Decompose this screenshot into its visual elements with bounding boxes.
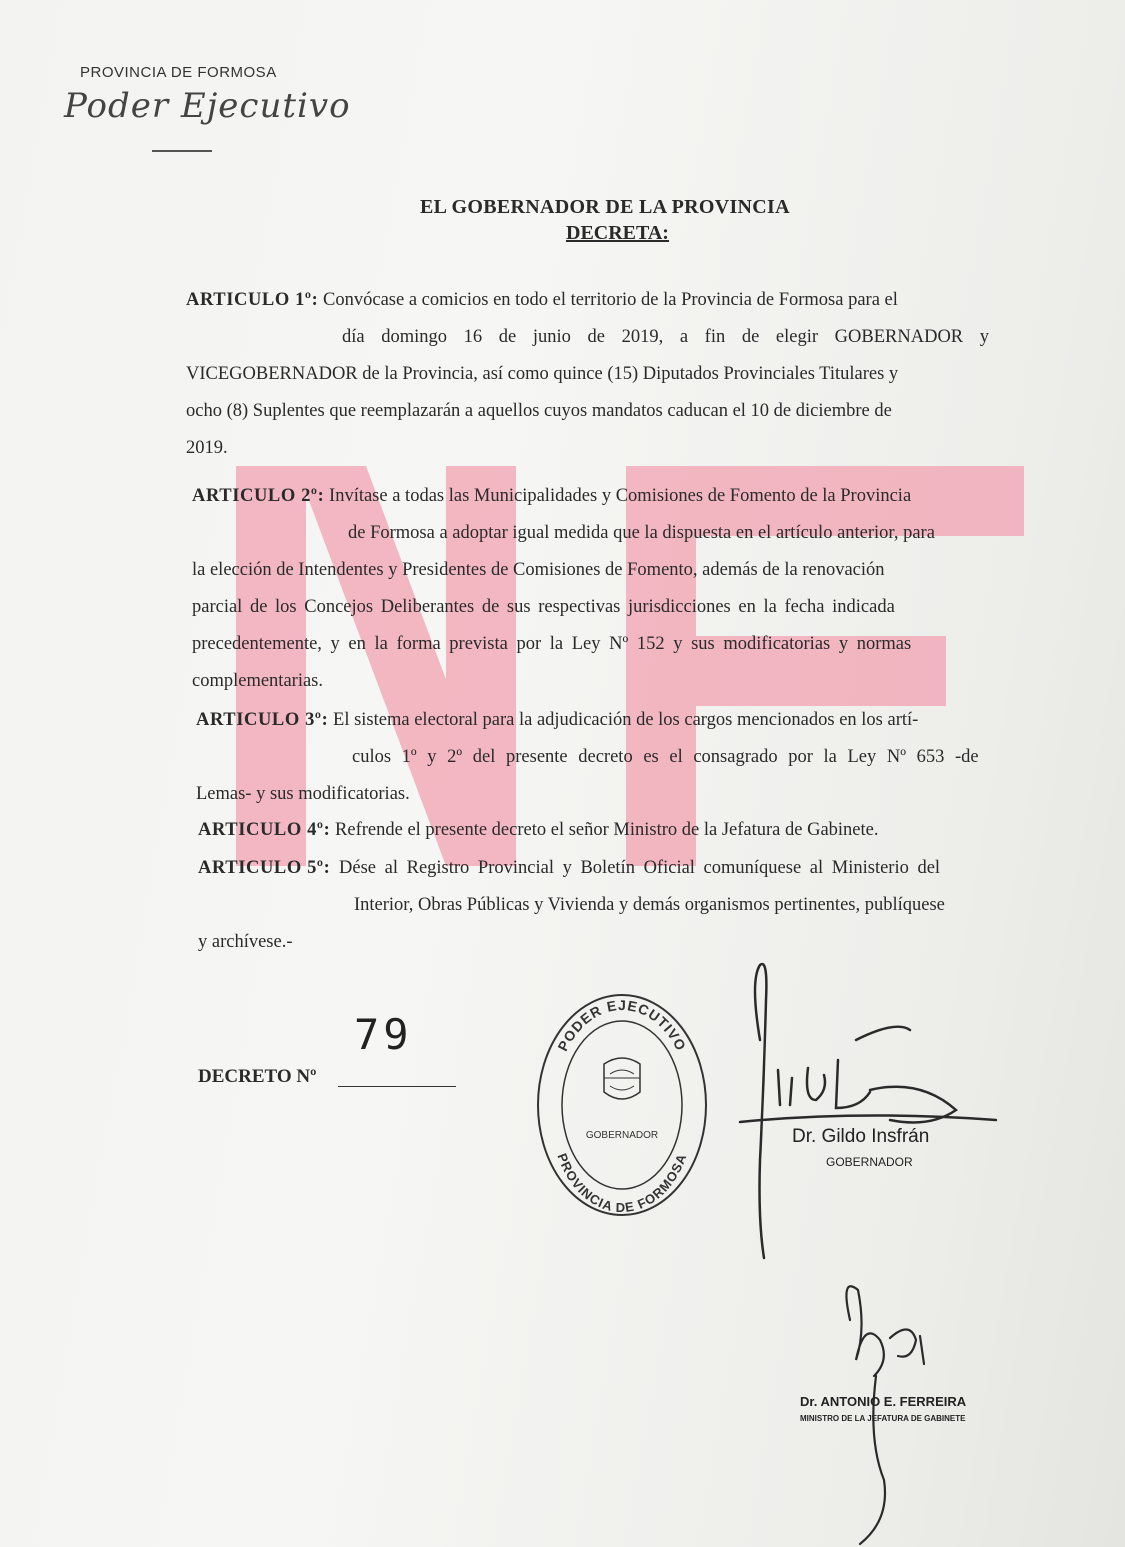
decreto-number: 79 [354,1010,413,1059]
article-text-line: Convócase a comicios en todo el territorio de la Provincia de Formosa para el [318,290,898,310]
article-text-line: precedentemente, y en la forma prevista por la Ley Nº 152 y sus modificatorias y normas [192,634,912,654]
article-label: ARTICULO 3º: [196,710,329,730]
article-2 [192,478,1052,700]
article-text-line: culos 1º y 2º del presente decreto es el consagrado por la Ley Nº 653 -de [352,747,979,767]
article-text-line: Dése al Registro Provincial y Boletín Oficial comuníquese al Ministerio del [330,858,941,878]
article-3 [196,702,1056,813]
article-text-line: la elección de Intendentes y Presidentes de Comisiones de Fomento, además de la renovación [192,560,885,580]
article-text-line: y archívese.- [198,932,293,952]
governor-signature-icon [720,960,1000,1260]
minister-title: MINISTRO DE LA JEFATURA DE GABINETE [800,1414,966,1423]
governor-name: Dr. Gildo Insfrán [792,1126,930,1147]
seal-center-text: GOBERNADOR [585,1130,659,1141]
coat-of-arms-icon [604,1058,640,1099]
article-label: ARTICULO 4º: [198,820,331,840]
page-title: EL GOBERNADOR DE LA PROVINCIA [420,196,790,218]
minister-name: Dr. ANTONIO E. FERREIRA [800,1394,967,1409]
article-text-line: parcial de los Concejos Deliberantes de sus respectivas jurisdicciones en la fecha indicada [192,597,895,617]
article-5 [198,850,1058,961]
article-label: ARTICULO 5º: [198,858,331,878]
svg-text:PROVINCIA DE FORMOSA [554,1151,689,1215]
decreto-label: DECRETO Nº [198,1066,317,1087]
decreta-heading: DECRETA: [566,222,669,244]
article-text-line: día domingo 16 de junio de 2019, a fin de elegir GOBERNADOR y [342,327,990,347]
article-label: ARTICULO 2º: [192,486,325,506]
letterhead-branch: Poder Ejecutivo [64,86,351,126]
article-4 [198,812,1058,849]
letterhead-divider [152,150,212,152]
article-text-line: VICEGOBERNADOR de la Provincia, así como quince (15) Diputados Provinciales Titulares y [186,364,899,384]
article-1 [186,282,1056,467]
article-text-line: Lemas- y sus modificatorias. [196,784,410,804]
article-text-line: complementarias. [192,671,323,691]
official-seal-icon [534,990,710,1220]
article-label: ARTICULO 1º: [186,290,319,310]
svg-text:PODER EJECUTIVO [554,997,689,1054]
article-text-line: El sistema electoral para la adjudicación de los cargos mencionados en los artí- [328,710,919,730]
article-text-line: Interior, Obras Públicas y Vivienda y demás organismos pertinentes, publíquese [354,895,945,915]
article-text-line: ocho (8) Suplentes que reemplazarán a aquellos cuyos mandatos caducan el 10 de diciembre de [186,401,892,421]
seal-bottom-text: PROVINCIA DE FORMOSA [554,1151,690,1216]
article-text-line: 2019. [186,438,228,458]
article-text-line: Refrende el presente decreto el señor Ministro de la Jefatura de Gabinete. [330,820,879,840]
seal-top-text: PODER EJECUTIVO [554,996,690,1054]
decreto-underline [338,1086,456,1087]
article-text-line: Invítase a todas las Municipalidades y Comisiones de Fomento de la Provincia [324,486,912,506]
governor-title: GOBERNADOR [826,1155,913,1169]
letterhead-province: PROVINCIA DE FORMOSA [80,64,277,81]
article-text-line: de Formosa a adoptar igual medida que la dispuesta en el artículo anterior, para [348,523,935,543]
